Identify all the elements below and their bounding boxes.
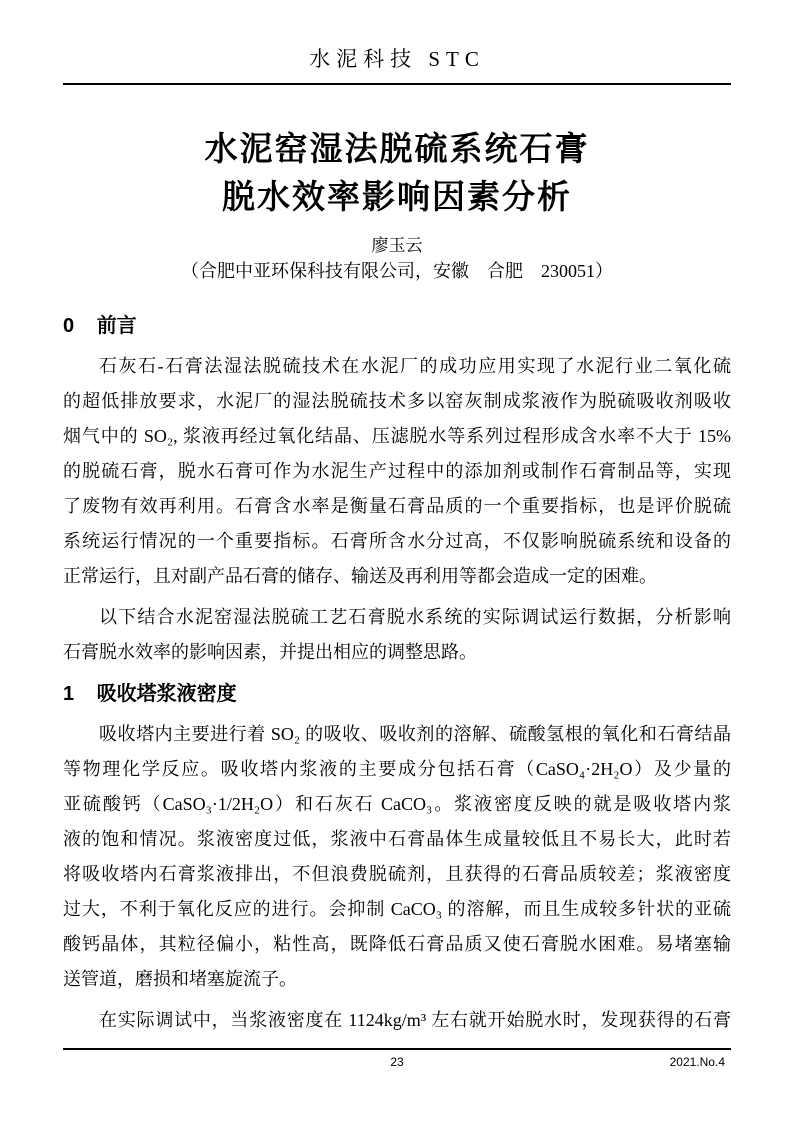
paragraph-line: 正常运行，且对副产品石膏的储存、输送及再利用等都会造成一定的困难。	[63, 566, 657, 586]
section-number: 0	[63, 315, 75, 337]
paragraph-4	[63, 1003, 731, 1038]
paragraph-line: 吸收塔内主要进行着 SO₂ 的吸收、吸收剂的溶解、硫酸氢根的氧化和石膏结晶	[99, 724, 731, 744]
article-body	[63, 125, 731, 1038]
paragraph-2	[63, 600, 731, 670]
paragraph-line: 等物理化学反应。吸收塔内浆液的主要成分包括石膏（CaSO₄·2H₂O）及少量的	[63, 759, 731, 779]
title-line-1: 水泥窑湿法脱硫系统石膏	[204, 130, 590, 167]
paragraph-line: 液的饱和情况。浆液密度过低，浆液中石膏晶体生成量较低且不易长大，此时若	[63, 829, 731, 849]
section-number: 1	[63, 683, 75, 705]
paragraph-line: 以下结合水泥窑湿法脱硫工艺石膏脱水系统的实际调试运行数据，分析影响	[99, 607, 731, 627]
paragraph-line: 了废物有效再利用。石膏含水率是衡量石膏品质的一个重要指标，也是评价脱硫	[63, 496, 731, 516]
section-title: 前言	[96, 315, 137, 337]
paragraph-line: 在实际调试中，当浆液密度在 1124kg/m³ 左右就开始脱水时，发现获得的石膏	[99, 1010, 731, 1030]
page-header	[63, 44, 731, 85]
article-title	[63, 125, 731, 221]
paragraph-line: 烟气中的 SO₂, 浆液再经过氧化结晶、压滤脱水等系列过程形成含水率不大于 15%	[63, 426, 731, 446]
page-footer	[63, 1048, 731, 1071]
paragraph-line: 亚硫酸钙（CaSO₃·1/2H₂O）和石灰石 CaCO₃。浆液密度反映的就是吸收塔内浆	[63, 794, 731, 814]
paragraph-line: 酸钙晶体，其粒径偏小，粘性高，既降低石膏品质又使石膏脱水困难。易堵塞输	[63, 934, 731, 954]
page-number: 23	[390, 1055, 404, 1069]
paragraph-line: 的超低排放要求，水泥厂的湿法脱硫技术多以窑灰制成浆液作为脱硫吸收剂吸收	[63, 391, 731, 411]
footer-row	[63, 1055, 731, 1071]
paragraph-3	[63, 717, 731, 997]
title-line-2: 脱水效率影响因素分析	[222, 178, 572, 215]
author-name: 廖玉云	[371, 236, 423, 255]
section-heading-1	[63, 680, 731, 708]
paragraph-line: 过大，不利于氧化反应的进行。会抑制 CaCO₃ 的溶解，而且生成较多针状的亚硫	[63, 899, 731, 919]
paragraph-1	[63, 349, 731, 594]
section-title: 吸收塔浆液密度	[96, 683, 237, 705]
header-divider	[63, 83, 731, 85]
paragraph-line: 石膏脱水效率的影响因素，并提出相应的调整思路。	[63, 642, 477, 662]
author-affiliation: （合肥中亚环保科技有限公司，安徽 合肥 230051）	[181, 261, 613, 281]
paragraph-line: 的脱硫石膏，脱水石膏可作为水泥生产过程中的添加剂或制作石膏制品等，实现	[63, 461, 731, 481]
footer-divider	[63, 1048, 731, 1050]
paragraph-line: 将吸收塔内石膏浆液排出，不但浪费脱硫剂，且获得的石膏品质较差；浆液密度	[63, 864, 731, 884]
paragraph-line: 送管道，磨损和堵塞旋流子。	[63, 969, 297, 989]
issue-label: 2021.No.4	[669, 1055, 725, 1069]
paragraph-line: 石灰石-石膏法湿法脱硫技术在水泥厂的成功应用实现了水泥行业二氧化硫	[99, 356, 731, 376]
section-heading-0	[63, 312, 731, 340]
journal-name: 水泥科技 STC	[309, 47, 485, 71]
paragraph-line: 系统运行情况的一个重要指标。石膏所含水分过高，不仅影响脱硫系统和设备的	[63, 531, 731, 551]
